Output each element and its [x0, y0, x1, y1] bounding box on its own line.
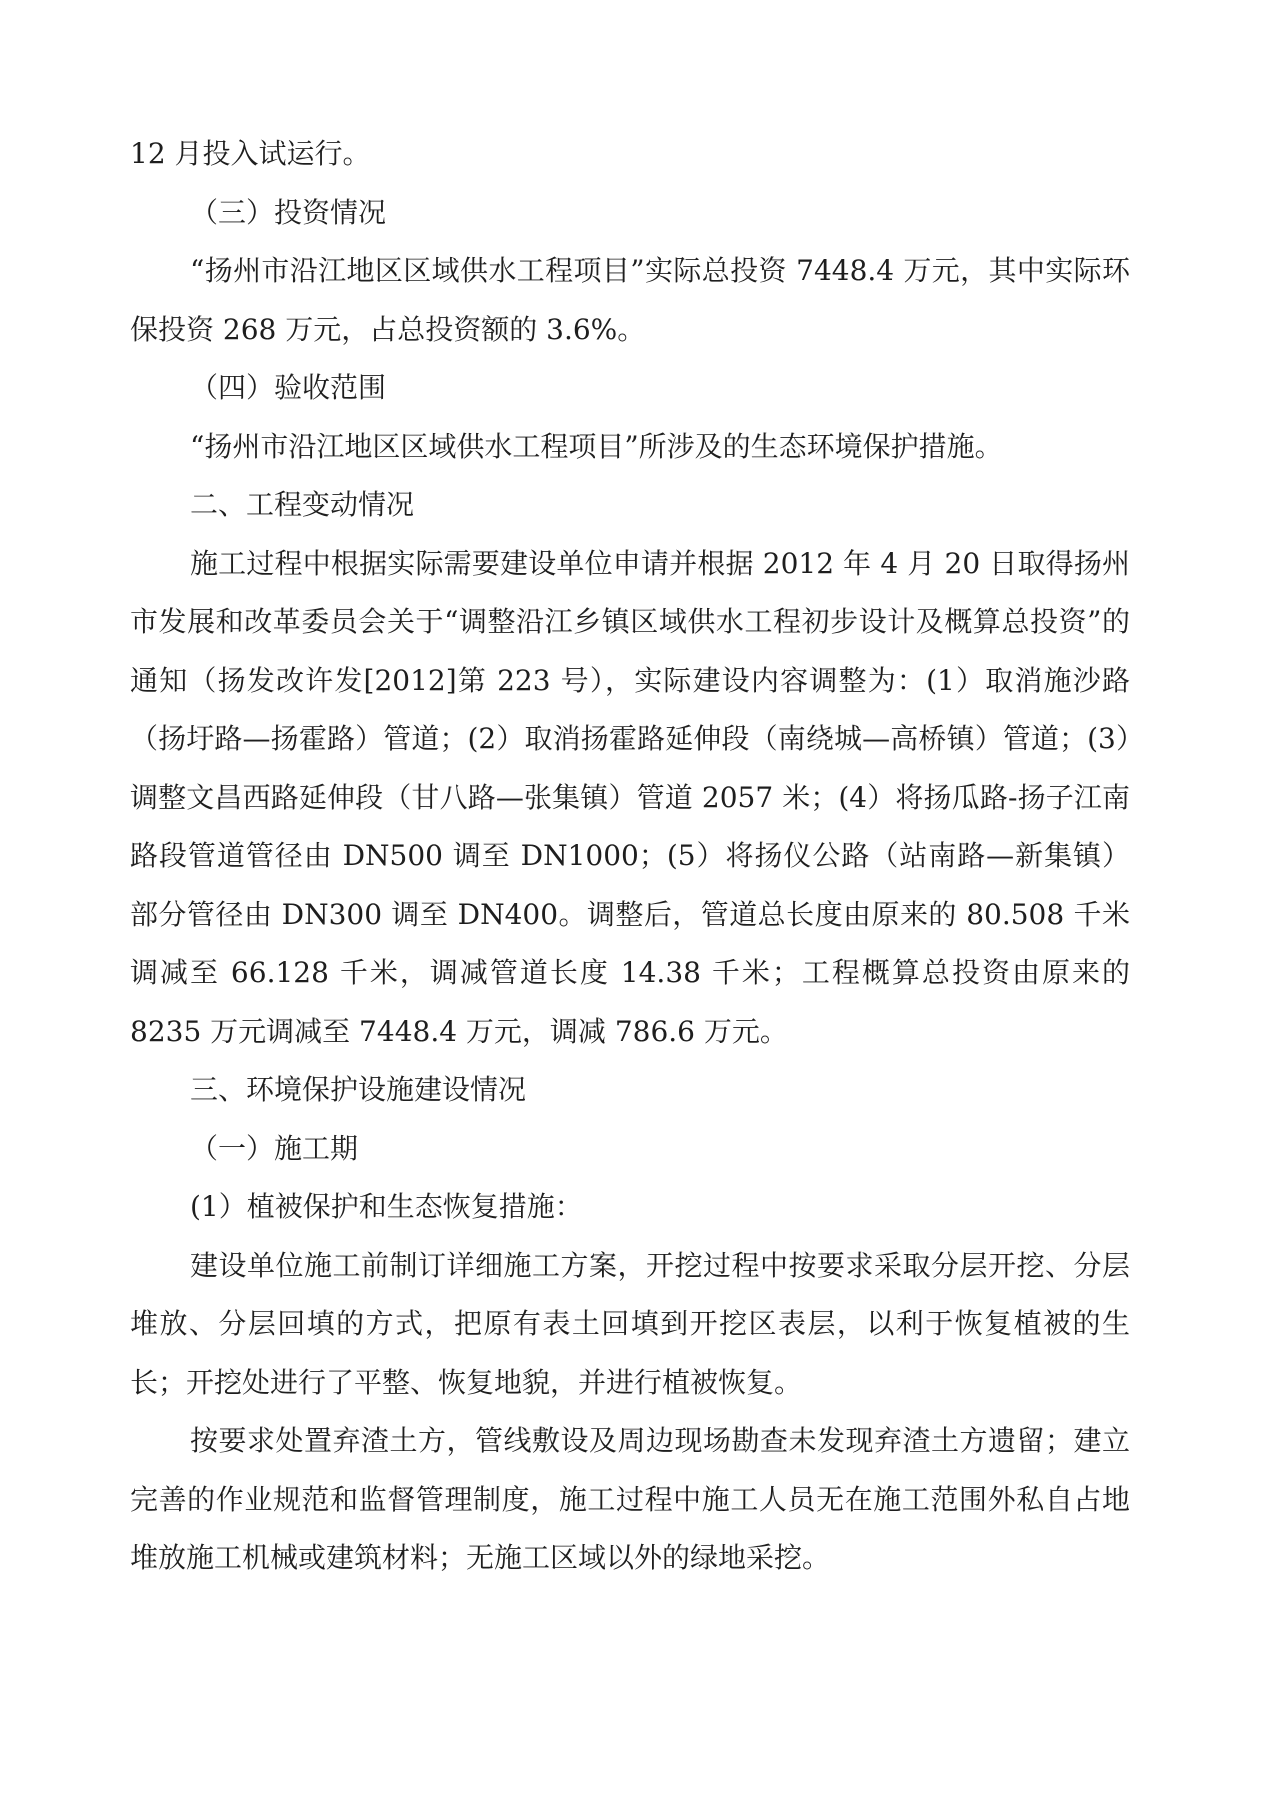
section-heading-env-facilities: 三、环境保护设施建设情况 [190, 1073, 527, 1106]
section-heading-scope: （四）验收范围 [190, 371, 387, 404]
section-heading-changes: 二、工程变动情况 [190, 488, 415, 521]
subsection-heading-construction: （一）施工期 [190, 1131, 359, 1165]
paragraph-spoil: 按要求处置弃渣土方，管线敷设及周边现场勘查未发现弃渣土方遗留；建立完善的作业规范和监督管理制度，施工过程中施工人员无在施工范围外私自占地堆放施工机械或建筑材料；无施工区域以外的绿地采挖。 [130, 1424, 1130, 1574]
paragraph-investment: “扬州市沿江地区区域供水工程项目”实际总投资 7448.4 万元，其中实际环保投资 268 万元，占总投资额的 3.6%。 [130, 254, 1130, 346]
paragraph-scope: “扬州市沿江地区区域供水工程项目”所涉及的生态环境保护措施。 [190, 429, 1003, 463]
paragraph-vegetation: 建设单位施工前制订详细施工方案，开挖过程中按要求采取分层开挖、分层堆放、分层回填的方式，把原有表土回填到开挖区表层，以利于恢复植被的生长；开挖处进行了平整、恢复地貌，并进行植被恢复。 [130, 1248, 1130, 1399]
item-heading-vegetation: (1）植被保护和生态恢复措施： [190, 1190, 583, 1223]
document-page [130, 125, 1130, 1588]
section-heading-investment: （三）投资情况 [190, 195, 387, 229]
paragraph-changes: 施工过程中根据实际需要建设单位申请并根据 2012 年 4 月 20 日取得扬州市发展和改革委员会关于“调整沿江乡镇区域供水工程初步设计及概算总投资”的通知（扬发改许发[2012]第 223 号），实际建设内容调整为：(1）取消施沙路（扬圩路—扬霍路）管道；(2）取消扬霍路延伸段（南绕城—高桥镇）管道；(3）调整文昌西路延伸段（甘八路—张集镇）管道 2057 米；(4）将扬瓜路-扬子江南路段管道管径由 DN500 调至 DN1000；(5）将扬仪公路（站南路—新集镇）部分管径由 DN300 调至 DN400。调整后，管道总长度由原来的 80.508 千米调减至 66.128 千米，调减管道长度 14.38 千米；工程概算总投资由原来的 8235 万元调减至 7448.4 万元，调减 786.6 万元。 [130, 546, 1130, 1048]
paragraph-continuation: 12 月投入试运行。 [130, 137, 371, 170]
